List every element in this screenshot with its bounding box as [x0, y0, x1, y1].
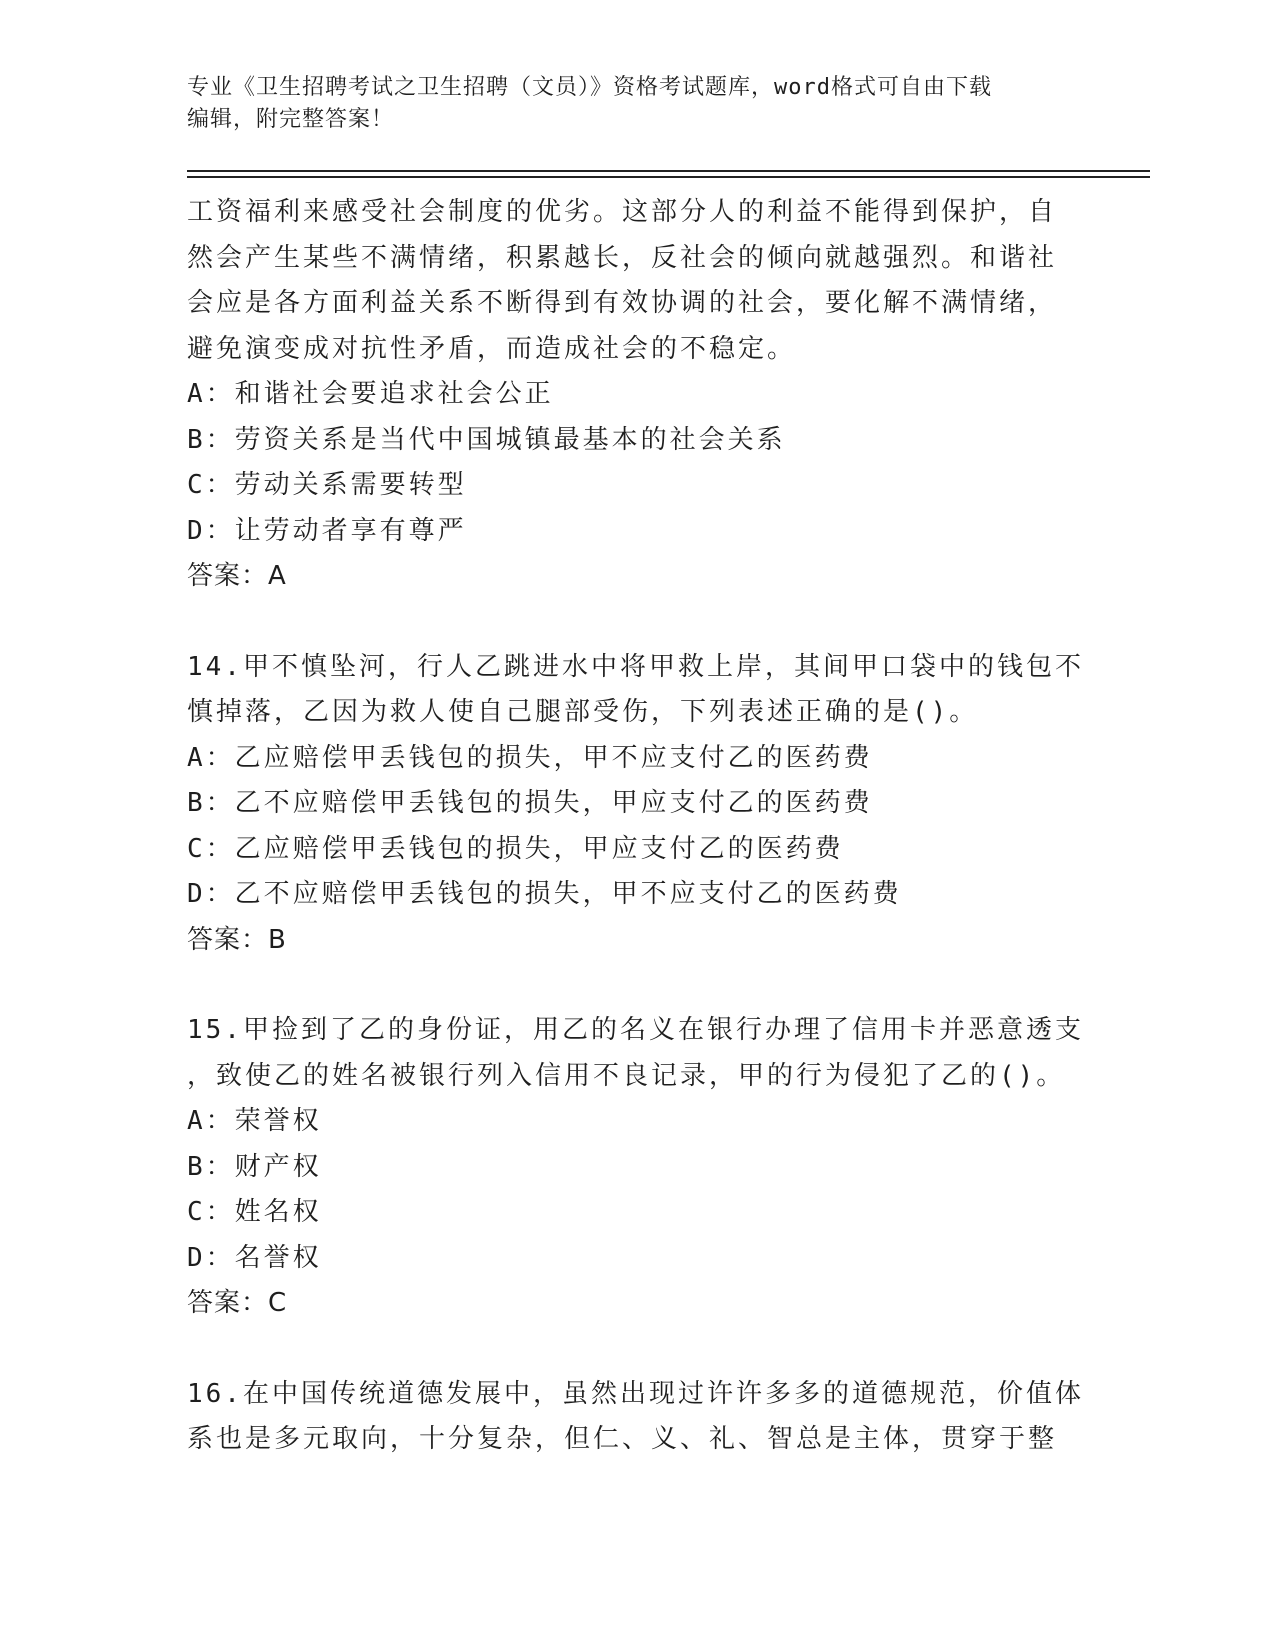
question-16-block	[187, 1372, 1087, 1463]
question-content	[187, 190, 1087, 1463]
question-14-block	[187, 645, 1087, 964]
question-line: 16.在中国传统道德发展中，虽然出现过许许多多的道德规范，价值体	[187, 1378, 1084, 1409]
answer: 答案：C	[187, 1288, 288, 1318]
option-c: C：姓名权	[187, 1197, 322, 1227]
passage-line: 会应是各方面利益关系不断得到有效协调的社会，要化解不满情绪，	[187, 288, 1058, 318]
option-a: A：乙应赔偿甲丢钱包的损失，甲不应支付乙的医药费	[187, 742, 873, 773]
option-a: A：和谐社会要追求社会公正	[187, 379, 554, 409]
option-c: C：乙应赔偿甲丢钱包的损失，甲应支付乙的医药费	[187, 833, 844, 864]
answer: 答案：A	[187, 561, 287, 591]
question-line: 14.甲不慎坠河，行人乙跳进水中将甲救上岸，其间甲口袋中的钱包不	[187, 651, 1084, 682]
header-rule-bottom	[187, 176, 1150, 178]
option-c: C：劳动关系需要转型	[187, 470, 467, 500]
document-header	[187, 72, 1067, 136]
header-line-1: 专业《卫生招聘考试之卫生招聘（文员）》资格考试题库，word格式可自由下载	[187, 75, 992, 100]
option-b: B：财产权	[187, 1151, 322, 1182]
question-line: 慎掉落，乙因为救人使自己腿部受伤，下列表述正确的是()。	[187, 697, 979, 727]
option-b: B：劳资关系是当代中国城镇最基本的社会关系	[187, 424, 786, 455]
option-d: D：让劳动者享有尊严	[187, 515, 467, 546]
question-line: ，致使乙的姓名被银行列入信用不良记录，甲的行为侵犯了乙的()。	[187, 1060, 1066, 1091]
header-rule-top	[187, 170, 1150, 172]
question-13-block	[187, 190, 1087, 600]
option-b: B：乙不应赔偿甲丢钱包的损失，甲应支付乙的医药费	[187, 788, 873, 818]
passage-line: 然会产生某些不满情绪，积累越长，反社会的倾向就越强烈。和谐社	[187, 242, 1058, 273]
question-15-block	[187, 1008, 1087, 1327]
passage-line: 工资福利来感受社会制度的优劣。这部分人的利益不能得到保护，自	[187, 197, 1058, 227]
option-a: A：荣誉权	[187, 1106, 322, 1136]
header-line-2: 编辑，附完整答案！	[187, 107, 395, 132]
question-line: 系也是多元取向，十分复杂，但仁、义、礼、智总是主体，贯穿于整	[187, 1424, 1058, 1454]
passage-line: 避免演变成对抗性矛盾，而造成社会的不稳定。	[187, 333, 797, 364]
question-line: 15.甲捡到了乙的身份证，用乙的名义在银行办理了信用卡并恶意透支	[187, 1015, 1084, 1045]
option-d: D：名誉权	[187, 1242, 322, 1273]
option-d: D：乙不应赔偿甲丢钱包的损失，甲不应支付乙的医药费	[187, 879, 902, 909]
answer: 答案：B	[187, 924, 287, 955]
